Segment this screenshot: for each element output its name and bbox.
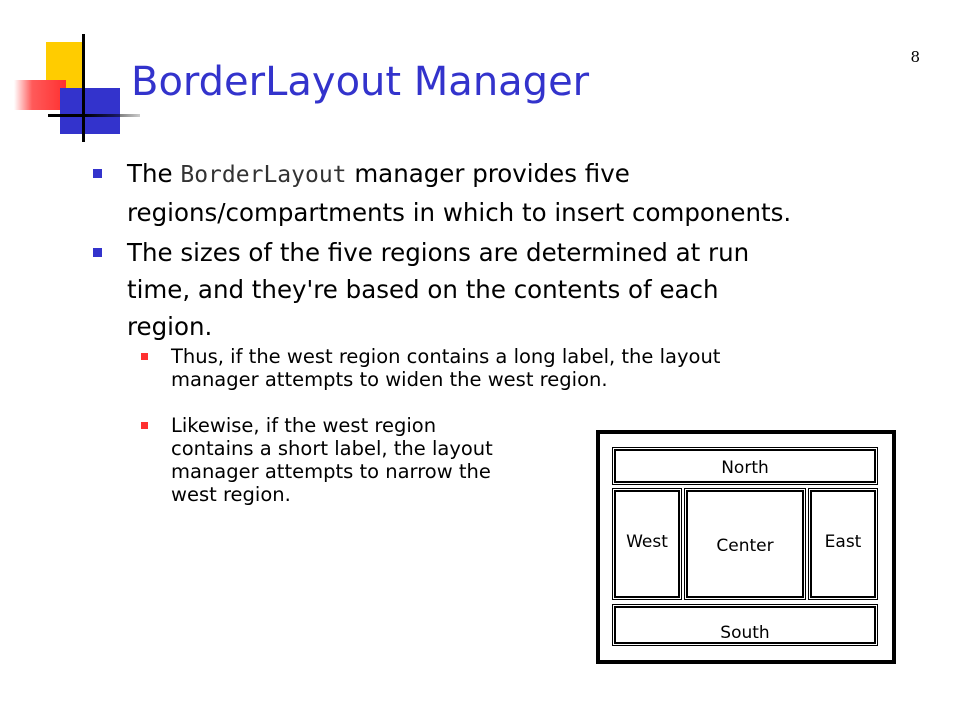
bullet-marker [93,248,102,257]
region-center-label: Center [716,536,774,556]
sub-bullet-line: manager attempts to widen the west region. [171,368,608,391]
sub-bullet-line: Likewise, if the west region [171,414,437,437]
sub-bullet-line: west region. [171,483,291,506]
region-south-label: South [720,623,770,643]
code-text: BorderLayout [180,162,347,188]
borderlayout-diagram [596,430,896,664]
sub-bullet-line: contains a short label, the layout [171,437,493,460]
sub-bullet-item [171,345,720,391]
region-south [614,606,876,644]
region-west-label: West [626,532,668,552]
bullet-text: The [127,159,181,188]
region-north [614,449,876,483]
region-center [686,490,804,598]
bullet-line: time, and they're based on the contents of each [127,275,719,304]
sub-bullet-marker [141,353,148,360]
sub-bullet-item [171,414,493,506]
region-east-label: East [824,532,862,552]
bullet-text: manager provides five [346,159,630,188]
slide-title: BorderLayout Manager [131,59,590,105]
region-east [810,490,876,598]
bullet-line [127,155,887,194]
sub-bullet-line: Thus, if the west region contains a long label, the layout [171,345,721,368]
page-number: 8 [910,48,920,66]
bullet-item [127,234,887,345]
sub-bullet-line: manager attempts to narrow the [171,460,491,483]
region-west [614,490,680,598]
bullet-line: region. [127,312,213,341]
sub-bullet-marker [141,422,148,429]
bullet-line: regions/compartments in which to insert components. [127,198,792,227]
bullet-line: The sizes of the five regions are determined at run [127,238,750,267]
region-north-label: North [721,458,769,478]
bullet-item [127,155,887,231]
bullet-marker [93,169,102,178]
